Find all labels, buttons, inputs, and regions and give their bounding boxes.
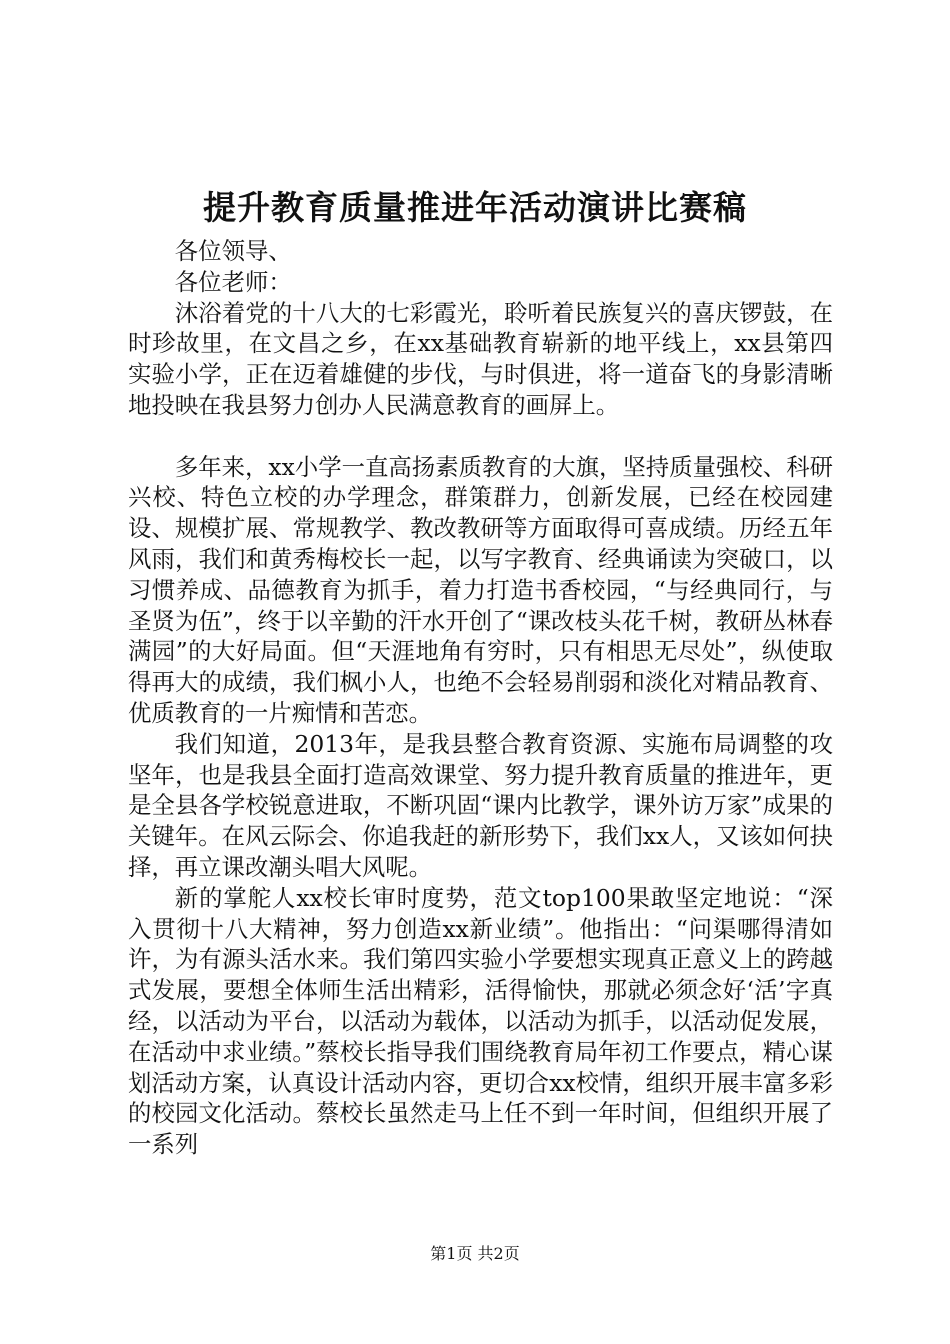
document-body <box>128 236 833 1160</box>
body-paragraph: 多年来，xx小学一直高扬素质教育的大旗，坚持质量强校、科研兴校、特色立校的办学理念，群策群力，创新发展，已经在校园建设、规模扩展、常规教学、教改教研等方面取得可喜成绩。历经五年风雨，我们和黄秀梅校长一起，以写字教育、经典诵读为突破口，以习惯养成、品德教育为抓手，着力打造书香校园，“与经典同行，与圣贤为伍”，终于以辛勤的汗水开创了“课改枝头花千树，教研丛林春满园”的大好局面。但“天涯地角有穷时，只有相思无尽处”，纵使取得再大的成绩，我们枫小人，也绝不会轻易削弱和淡化对精品教育、优质教育的一片痴情和苦恋。 <box>128 452 833 727</box>
salutation-leaders: 各位领导、 <box>174 237 292 265</box>
salutation-teachers: 各位老师： <box>174 267 292 296</box>
document-title: 提升教育质量推进年活动演讲比赛稿 <box>203 188 747 227</box>
body-paragraph: 新的掌舵人xx校长审时度势，范文top100果敢坚定地说：“深入贯彻十八大精神，努力创造xx新业绩”。他指出：“问渠哪得清如许，为有源头活水来。我们第四实验小学要想实现真正意义上的跨越式发展，要想全体师生活出精彩，活得愉快，那就必须念好‘活’字真经，以活动为平台，以活动为载体，以活动为抓手，以活动促发展，在活动中求业绩。”蔡校长指导我们围绕教育局年初工作要点，精心谋划活动方案，认真设计活动内容，更切合xx校情，组织开展丰富多彩的校园文化活动。蔡校长虽然走马上任不到一年时间，但组织开展了一系列 <box>128 883 833 1159</box>
body-paragraph: 沐浴着党的十八大的七彩霞光，聆听着民族复兴的喜庆锣鼓，在时珍故里，在文昌之乡，在xx基础教育崭新的地平线上，xx县第四实验小学，正在迈着雄健的步伐，与时俱进，将一道奋飞的身影清晰地投映在我县努力创办人民满意教育的画屏上。 <box>128 298 833 419</box>
page-footer: 第1页 共2页 <box>430 1244 520 1263</box>
body-paragraph: 我们知道，2013年，是我县整合教育资源、实施布局调整的攻坚年，也是我县全面打造高效课堂、努力提升教育质量的推进年，更是全县各学校锐意进取，不断巩固“课内比教学，课外访万家”成果的关键年。在风云际会、你追我赶的新形势下，我们xx人，又该如何抉择，再立课改潮头唱大风呢。 <box>128 729 833 881</box>
